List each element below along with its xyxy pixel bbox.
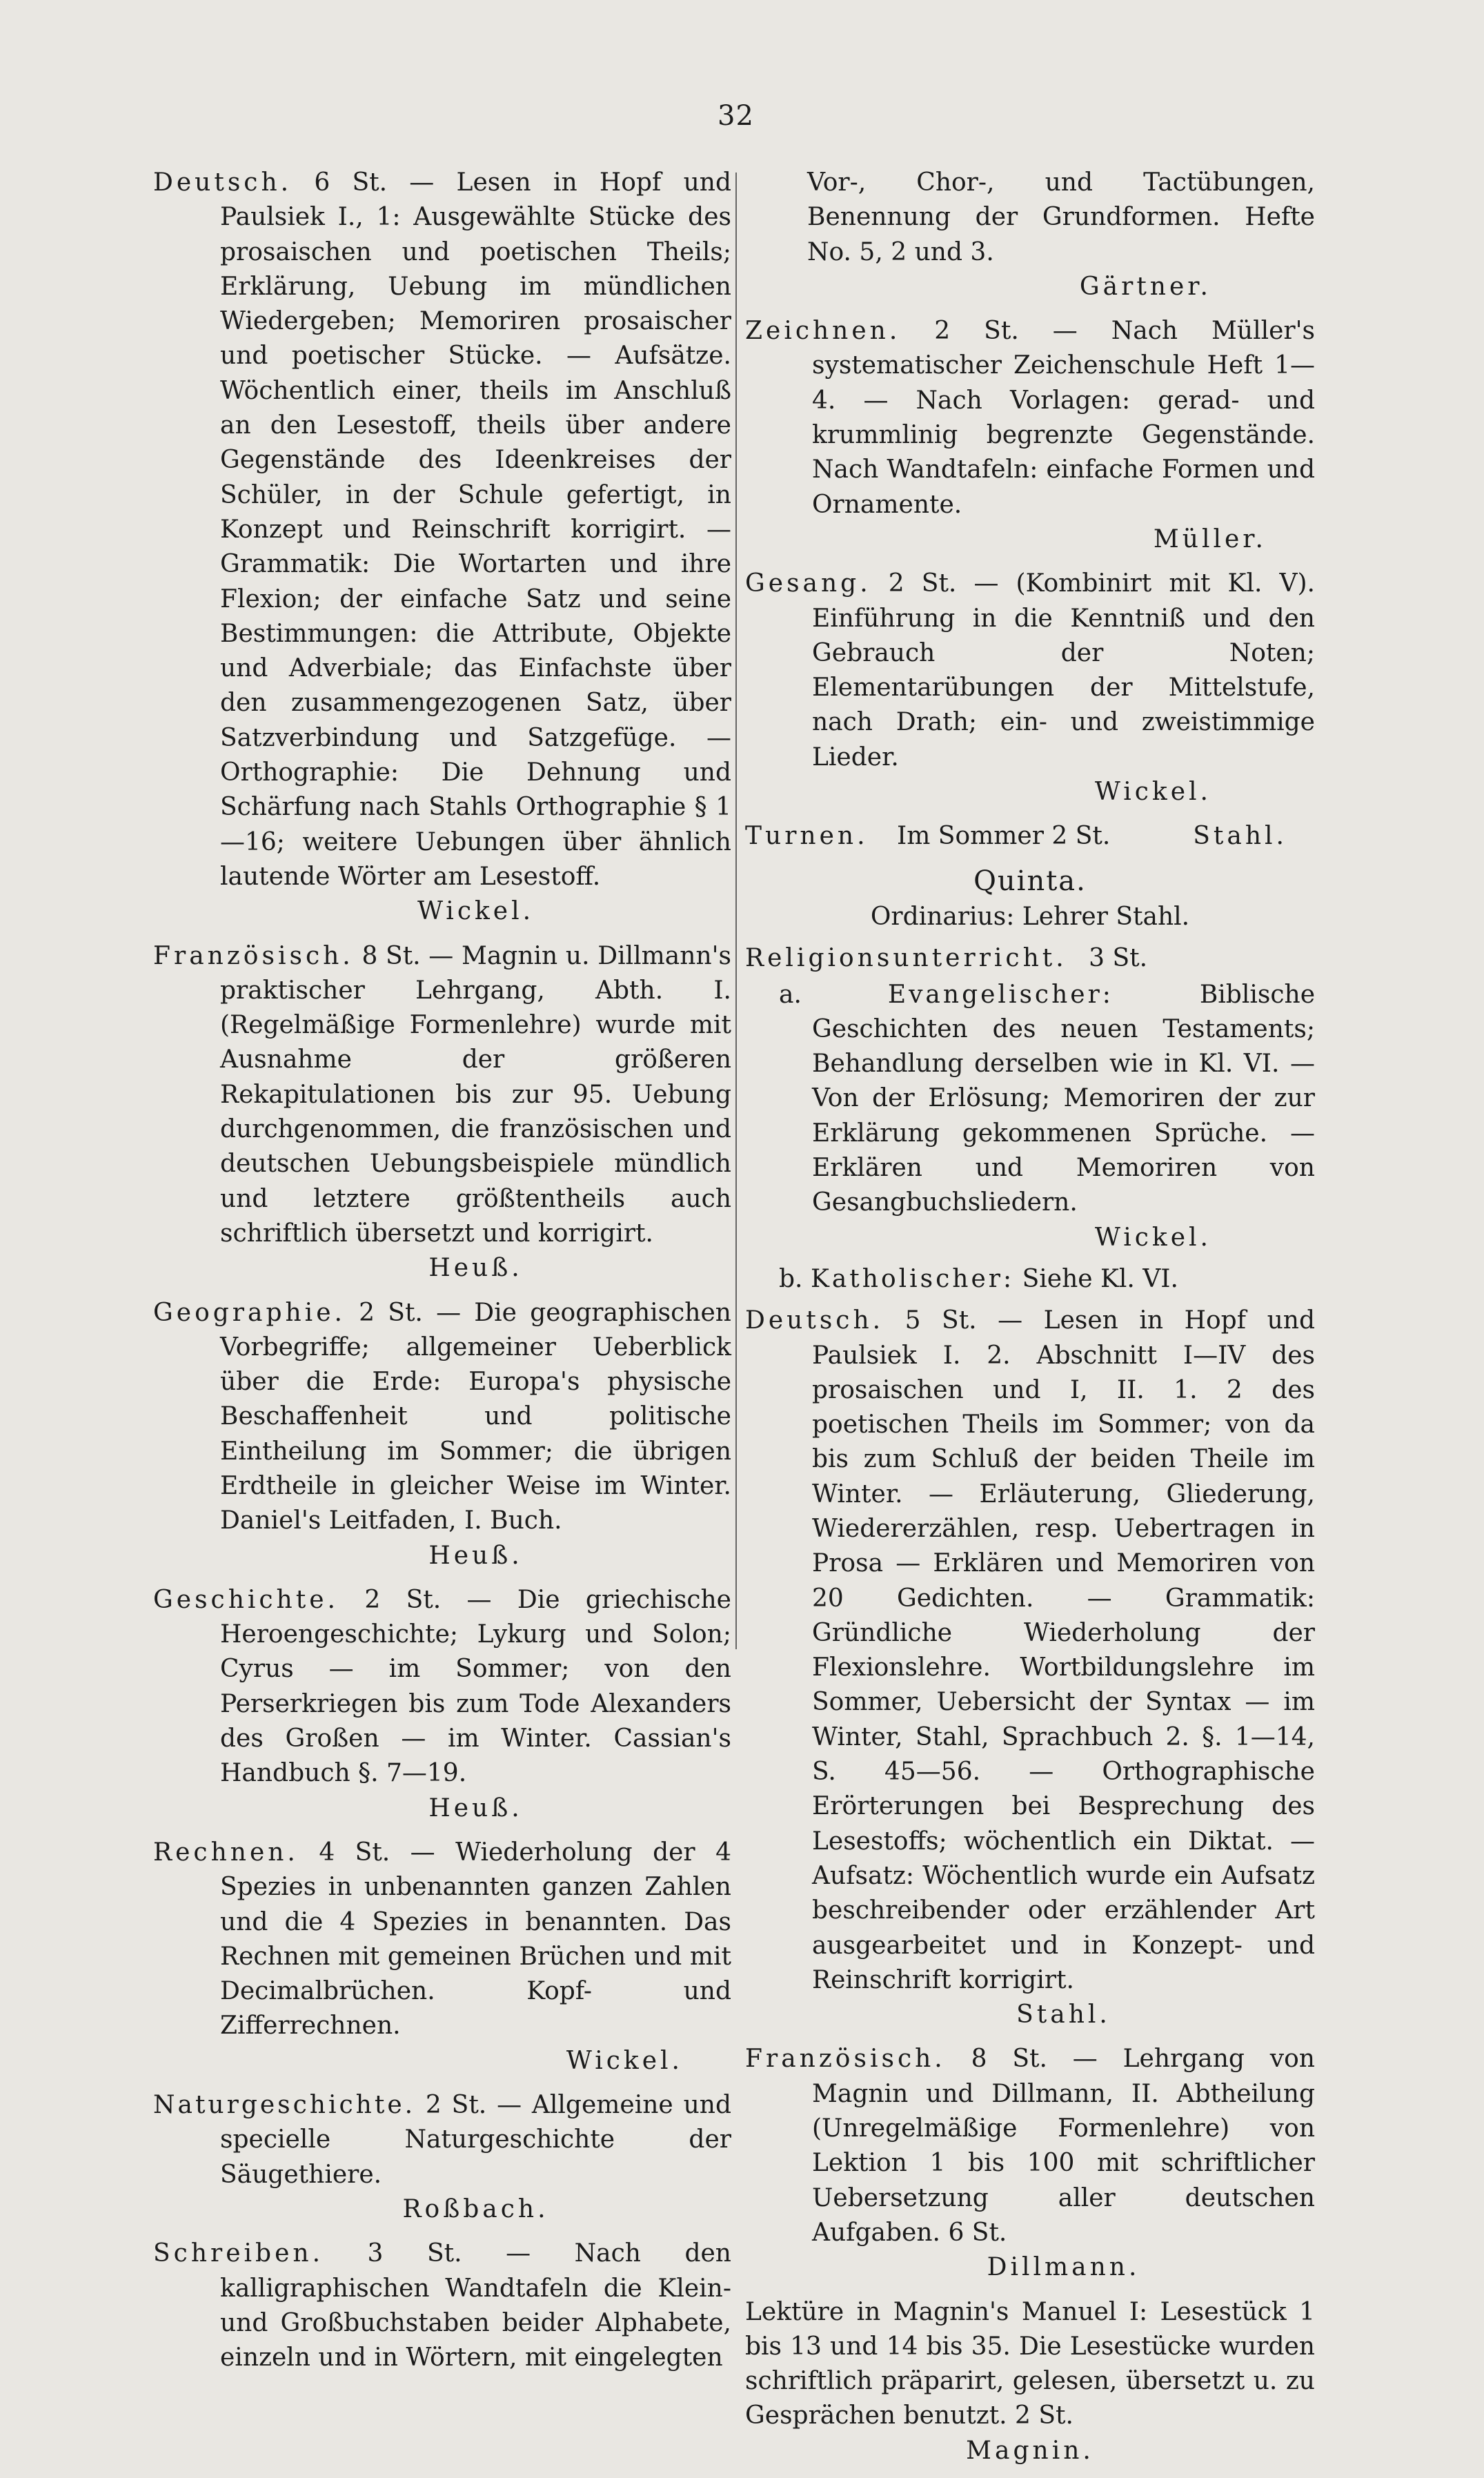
entry-gesang (745, 567, 1315, 809)
teacher-name: Wickel. (417, 897, 535, 926)
sub-head: Katholischer: (810, 1264, 1015, 1293)
entry-head: Zeichnen. (745, 317, 901, 346)
entry-text: 6 St. — Lesen in Hopf und Paulsiek I., 1: Ausgewählte Stücke des prosaischen und poetischen Theils; Erklärung, Uebung im mündlichen Wiedergeben; Memoriren prosaischer und poetischer Stücke. — Aufsätze. Wöchentlich einer, theils im Anschluß an den Lesestoff, theils über andere Gegenstände des Ideenkreises der Schüler, in der Schule gefertigt, in Konzept und Reinschrift korrigirt. — Grammatik: Die Wortarten und ihre Flexion; der einfache Satz und seine Bestimmungen: die Attribute, Objekte und Adverbiale; das Einfachste über den zusammengezogenen Satz, über Satzverbindung und Satzgefüge. — Orthographie: Die Dehnung und Schärfung nach Stahls Orthographie § 1—16; weitere Uebungen über ähnlich lautende Wörter am Lesestoff. (220, 168, 731, 891)
entry-text: Vor-, Chor-, und Tactübungen, Benennung der Grundformen. Hefte No. 5, 2 und 3. (807, 168, 1315, 266)
entry-head: Gesang. (745, 569, 871, 598)
entry-head: Deutsch. (745, 1306, 884, 1335)
section-title-quinta: Quinta. (973, 865, 1087, 897)
ordinarius-line: Ordinarius: Lehrer Stahl. (870, 902, 1190, 931)
entry-head: Französisch. (153, 941, 354, 970)
entry-text: 8 St. — Lehrgang von Magnin und Dillmann, II. Abtheilung (Unregelmäßige Formenlehre) von Lektion 1 bis 100 mit schriftlicher Uebersetzung aller deutschen Aufgaben. 6 St. (812, 2045, 1315, 2247)
entry-text: Im Sommer 2 St. (896, 822, 1111, 851)
teacher-name: Gärtner. (1079, 272, 1211, 301)
entry-text: 8 St. — Magnin u. Dillmann's praktischer Lehrgang, Abth. I. (Regelmäßige Formenlehre) wurde mit Ausnahme der größeren Rekapitulationen bis zur 95. Uebung durchgenommen, die französischen und deutschen Uebungsbeispiele mündlich und letztere größtentheils auch schriftlich übersetzt und korrigirt. (220, 941, 731, 1248)
entry-text: 3 St. — Nach den kalligraphischen Wandtafeln die Klein- und Großbuchstaben beider Alphabete, einzeln und in Wörtern, mit eingelegten (220, 2239, 731, 2372)
entry-text: 5 St. — Lesen in Hopf und Paulsiek I. 2. Abschnitt I—IV des prosaischen und I, II. 1. 2 des poetischen Theils im Sommer; von da bis zum Schluß der beiden Theile im Winter. — Erläuterung, Gliederung, Wiedererzählen, resp. Uebertragen in Prosa — Erklären und Memoriren von 20 Gedichten. — Grammatik: Gründliche Wiederholung der Flexionslehre. Wortbildungslehre im Sommer, Uebersicht der Syntax — im Winter, Stahl, Sprachbuch 2. §. 1—14, S. 45—56. — Orthographische Erörterungen bei Besprechung des Lesestoffs; wöchentlich ein Diktat. — Aufsatz: Wöchentlich wurde ein Aufsatz beschreibender oder erzählender Art ausgearbeitet und in Konzept- und Reinschrift korrigirt. (812, 1306, 1315, 1994)
entry-turnen (745, 819, 1315, 854)
entry-geschichte (153, 1583, 731, 1826)
teacher-name: Stahl. (1016, 2000, 1111, 2029)
page-number: 32 (718, 100, 754, 132)
entry-head: Geschichte. (153, 1585, 339, 1614)
left-column (153, 166, 731, 2385)
column-divider (735, 173, 737, 1649)
teacher-name: Heuß. (428, 1541, 523, 1570)
entry-schreiben-continued (745, 166, 1315, 304)
entry-naturgeschichte (153, 2088, 731, 2227)
entry-head: Französisch. (745, 2045, 946, 2074)
entry-rechnen (153, 1836, 731, 2078)
entry-head: Geographie. (153, 1298, 346, 1327)
entry-text: 4 St. — Wiederholung der 4 Spezies in unbenannten ganzen Zahlen und die 4 Spezies in benannten. Das Rechnen mit gemeinen Brüchen und mit Decimalbrüchen. Kopf- und Zifferrechnen. (220, 1838, 731, 2041)
teacher-name: Roßbach. (402, 2194, 549, 2223)
sub-head: Evangelischer: (887, 980, 1114, 1009)
entry-text: Lektüre in Magnin's Manuel I: Lesestück 1 bis 13 und 14 bis 35. Die Lesestücke wurden schriftlich präparirt, gelesen, übersetzt u. zu Gesprächen benutzt. 2 St. (745, 2297, 1315, 2430)
teacher-name: Stahl. (1193, 822, 1287, 851)
teacher-name: Heuß. (428, 1793, 523, 1822)
teacher-name: Müller. (1153, 524, 1267, 553)
entry-geographie (153, 1296, 731, 1573)
entry-text: 2 St. — Nach Müller's systematischer Zeichenschule Heft 1—4. — Nach Vorlagen: gerad- und krummlinig begrenzte Gegenstände. Nach Wandtafeln: einfache Formen und Ornamente. (812, 317, 1315, 519)
entry-head: Schreiben. (153, 2239, 324, 2268)
teacher-name: Wickel. (1094, 778, 1211, 807)
entry-lektuere (745, 2295, 1315, 2468)
entry-franzoesisch (153, 939, 731, 1286)
entry-head: Naturgeschichte. (153, 2091, 416, 2120)
teacher-name: Wickel. (1094, 1223, 1211, 1252)
entry-religion (745, 941, 1315, 976)
teacher-name: Magnin. (966, 2436, 1094, 2465)
entry-text: 2 St. — (Kombinirt mit Kl. V). Einführung in die Kenntniß und den Gebrauch der Noten; Elementarübungen der Mittelstufe, nach Drath; ein- und zweistimmige Lieder. (812, 569, 1315, 771)
entry-head: Religionsunterricht. (745, 944, 1067, 973)
entry-zeichnen (745, 314, 1315, 557)
entry-text: 2 St. — Allgemeine und specielle Naturgeschichte der Säugethiere. (220, 2091, 731, 2189)
entry-head: Deutsch. (153, 168, 293, 197)
sub-text: Biblische Geschichten des neuen Testaments; Behandlung derselben wie in Kl. VI. — Von der Erlösung; Memoriren der zur Erklärung gekommenen Sprüche. — Erklären und Memoriren von Gesangbuchsliedern. (812, 980, 1315, 1217)
entry-text: 3 St. (1089, 944, 1148, 973)
entry-text: 2 St. — Die griechische Heroengeschichte; Lykurg und Solon; Cyrus — im Sommer; von den Perserkriegen bis zum Tode Alexanders des Großen — im Winter. Cassian's Handbuch §. 7—19. (220, 1585, 731, 1788)
teacher-name: Heuß. (428, 1254, 523, 1283)
right-column (745, 166, 1315, 2478)
entry-deutsch-quinta (745, 1304, 1315, 2032)
entry-deutsch (153, 166, 731, 930)
sub-label: a. (779, 980, 802, 1009)
sub-text: Siehe Kl. VI. (1022, 1264, 1178, 1293)
entry-head: Turnen. (745, 822, 869, 851)
sub-label: b. (779, 1264, 803, 1293)
entry-franzoesisch-quinta (745, 2042, 1315, 2285)
teacher-name: Wickel. (566, 2046, 683, 2075)
entry-text: 2 St. — Die geographischen Vorbegriffe; allgemeiner Ueberblick über die Erde: Europa's physische Beschaffenheit und politische Eintheilung im Sommer; die übrigen Erdtheile in gleicher Weise im Winter. Daniel's Leitfaden, I. Buch. (220, 1298, 731, 1535)
entry-religion-evangelisch (745, 978, 1315, 1255)
entry-schreiben (153, 2236, 731, 2375)
entry-head: Rechnen. (153, 1838, 299, 1867)
teacher-name: Dillmann. (987, 2253, 1140, 2282)
entry-religion-katholisch (745, 1262, 1315, 1297)
